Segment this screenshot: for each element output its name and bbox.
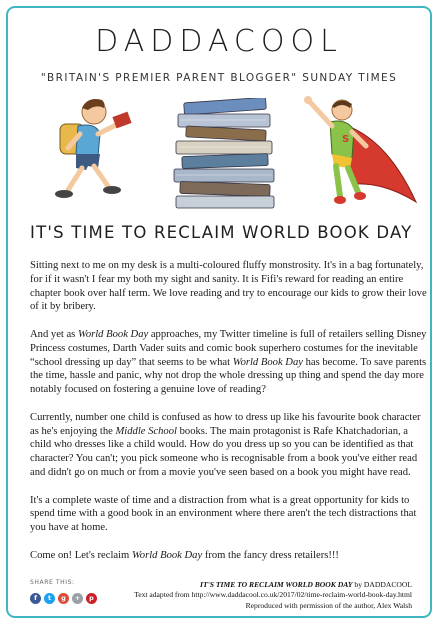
article-paragraph: [30, 259, 428, 314]
twitter-icon[interactable]: t: [44, 593, 55, 604]
paragraph-text: Currently, number one child is confused as how to dress up like his favourite book character as he's enjoying the: [30, 411, 421, 437]
superhero-illustration: [294, 92, 424, 210]
article-title: IT'S TIME TO RECLAIM WORLD BOOK DAY: [30, 223, 413, 242]
share-buttons: [30, 593, 97, 604]
credit-title: IT'S TIME TO RECLAIM WORLD BOOK DAY: [200, 580, 353, 589]
google-plus-icon[interactable]: g: [58, 593, 69, 604]
book-title-text: World Book Day: [77, 328, 149, 340]
paragraph-text: approaches, my Twitter timeline is full of retailers selling Disney Princess costumes, Darth Vader suits and comic book superhero costumes for the inevitable “school dressing up day” that seems to be what: [30, 328, 427, 368]
book-title-text: World Book Day: [232, 356, 303, 368]
more-share-icon[interactable]: +: [72, 593, 83, 604]
facebook-icon[interactable]: f: [30, 593, 41, 604]
site-logo[interactable]: DADDACOOL: [95, 24, 343, 59]
book-title-text: Middle School: [115, 425, 177, 437]
paragraph-text: Come on! Let's reclaim: [30, 549, 132, 561]
book-title-text: World Book Day: [131, 549, 203, 561]
paragraph-text: It's a complete waste of time and a distraction from what is a great opportunity for kids to spend time with a good book in an environment where there aren't the tech distractions that you have at home.: [30, 494, 417, 534]
credit-source[interactable]: Text adapted from http://www.daddacool.co.uk/2017/02/time-reclaim-world-book-day.html: [134, 590, 412, 600]
article-body: [30, 259, 428, 576]
credit-block: [134, 580, 412, 611]
site-tagline: "BRITAIN'S PREMIER PARENT BLOGGER" SUNDAY TIMES: [40, 72, 398, 84]
book-stack-illustration: [166, 98, 286, 210]
article-paragraph: [30, 549, 428, 563]
pinterest-icon[interactable]: p: [86, 593, 97, 604]
article-paragraph: [30, 328, 428, 397]
paragraph-text: And yet as: [30, 328, 78, 340]
running-boy-illustration: [38, 90, 142, 208]
share-label: SHARE THIS:: [30, 579, 75, 586]
paragraph-text: has become. To save parents the time, hassle and panic, why not drop the whole dressing up thing and spend the day more notably focused on fostering a genuine love of reading?: [30, 356, 427, 396]
credit-permission: Reproduced with permission of the author, Alex Walsh: [245, 600, 412, 610]
article-paragraph: [30, 411, 428, 480]
page-frame: [6, 6, 432, 618]
paragraph-text: Sitting next to me on my desk is a multi-coloured fluffy monstrosity. It's in a bag fortunately, for if it wasn't I fear my both my sight and sanity. It is Fifi's reward for reading an entire chapter book over half term. We love reading and try to encourage our kids to grow their love of it by bribery.: [30, 260, 427, 313]
svg-text:S: S: [342, 134, 350, 145]
paragraph-text: books. The main protagonist is Rafe Khatchadorian, a child who dresses like a child would. How do you dress up so you can be identified as that character? You can't; you pick someone who is recognisable from a book you've either read and didn't go on much or from a movie you've seen based on a book you might have read.: [30, 425, 418, 478]
article-paragraph: [30, 494, 428, 535]
paragraph-text: from the fancy dress retailers!!!: [202, 549, 339, 561]
credit-author: by DADDACOOL: [352, 580, 412, 589]
